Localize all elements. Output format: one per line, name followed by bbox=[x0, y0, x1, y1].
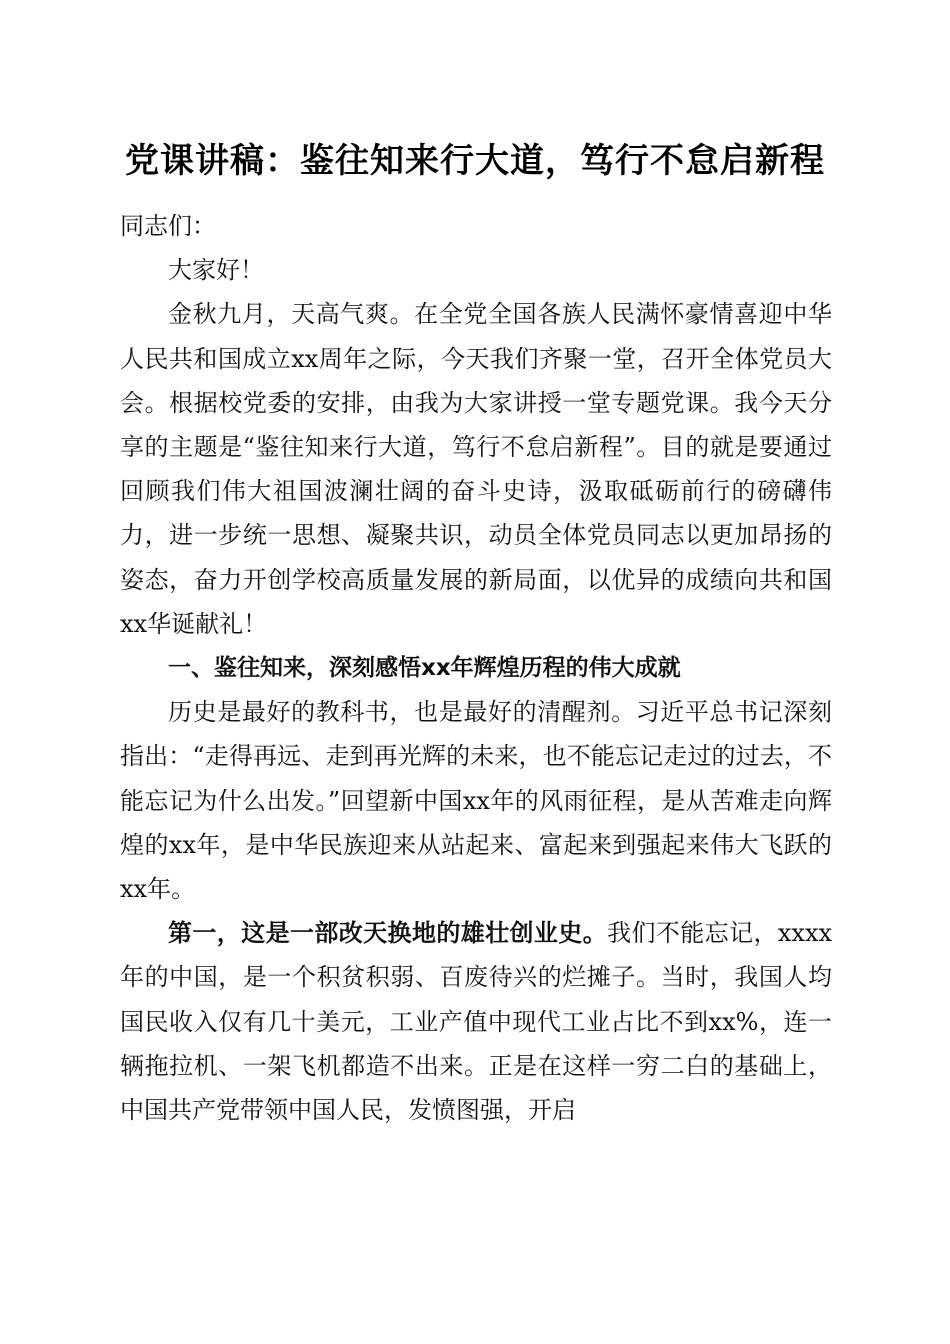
document-title: 党课讲稿：鉴往知来行大道，笃行不怠启新程 bbox=[125, 141, 825, 181]
salutation: 同志们： bbox=[120, 212, 216, 240]
first-point-lead: 第一，这是一部改天换地的雄壮创业史。 bbox=[168, 918, 608, 948]
paragraph-intro: 金秋九月，天高气爽。在全党全国各族人民满怀豪情喜迎中华人民共和国成立xx周年之际，今天我们齐聚一堂，召开全体党员大会。根据校党委的安排，由我为大家讲授一堂专题党课。我今天分享的主题是“鉴往知来行大道，笃行不怠启新程”。目的就是要通过回顾我们伟大祖国波澜壮阔的奋斗史诗，汲取砥砺前行的磅礴伟力，进一步统一思想、凝聚共识，动员全体党员同志以更加昂扬的姿态，奋力开创学校高质量发展的新局面，以优异的成绩向共和国xx华诞献礼！ bbox=[120, 300, 832, 638]
paragraph-history: 历史是最好的教科书，也是最好的清醒剂。习近平总书记深刻指出：“走得再远、走到再光辉的未来，也不能忘记走过的过去，不能忘记为什么出发。”回望新中国xx年的风雨征程，是从苦难走向辉煌的xx年，是中华民族迎来从站起来、富起来到强起来伟大飞跃的xx年。 bbox=[120, 698, 832, 904]
document-body bbox=[120, 204, 832, 1132]
section-heading-1: 一、鉴往知来，深刻感悟xx年辉煌历程的伟大成就 bbox=[168, 655, 681, 682]
greeting: 大家好！ bbox=[168, 256, 264, 285]
paragraph-first-point bbox=[120, 911, 832, 1132]
first-point-text: 我们不能忘记，xxxx年的中国，是一个积贫积弱、百废待兴的烂摊子。当时，我国人均国民收入仅有几十美元，工业产值中现代工业占比不到xx%，连一辆拖拉机、一架飞机都造不出来。正是在这样一穷二白的基础上，中国共产党带领中国人民，发愤图强，开启 bbox=[120, 919, 833, 1125]
